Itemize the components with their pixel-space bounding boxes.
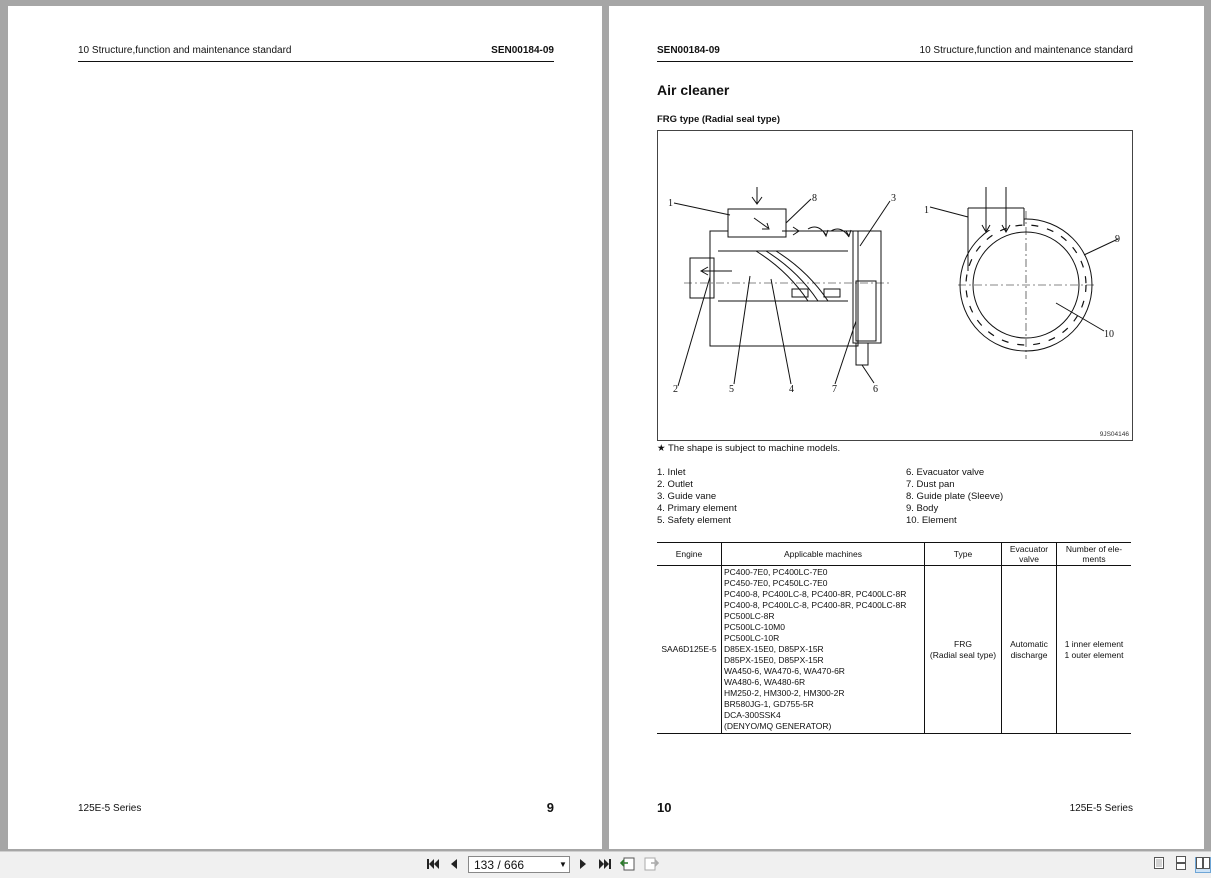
type-cell	[925, 566, 1002, 734]
left-page	[8, 6, 602, 849]
right-page	[609, 6, 1204, 849]
machines-cell	[722, 566, 925, 734]
dust-pan-shape	[853, 231, 881, 343]
machine-line: D85EX-15E0, D85PX-15R	[724, 644, 824, 654]
previous-view-icon	[620, 857, 636, 874]
last-page-button[interactable]	[597, 857, 613, 873]
machine-line: BR580JG-1, GD755-5R	[724, 699, 814, 709]
prev-page-icon	[449, 858, 459, 873]
machine-line: PC500LC-10M0	[724, 622, 785, 632]
figure-id: 9JS04146	[1099, 431, 1129, 438]
page-number-input[interactable]	[468, 856, 570, 873]
machine-line: WA480-6, WA480-6R	[724, 677, 806, 687]
first-page-icon	[426, 858, 440, 873]
part-item: 6. Evacuator valve	[906, 467, 985, 478]
callout-9: 9	[1115, 234, 1120, 245]
part-item: 9. Body	[906, 503, 939, 514]
left-header-rule	[78, 61, 554, 62]
part-item: 4. Primary element	[657, 503, 737, 514]
diagram-drawing	[658, 131, 1134, 442]
evacuator-cell	[1002, 566, 1057, 734]
right-page-number: 10	[657, 800, 672, 815]
continuous-page-icon	[1175, 856, 1187, 875]
table-row	[657, 566, 1131, 734]
callout-5: 5	[729, 384, 734, 395]
previous-view-button[interactable]	[620, 857, 636, 873]
last-page-icon	[598, 858, 612, 873]
right-header-section: 10 Structure,function and maintenance standard	[919, 45, 1133, 56]
elements-line: 1 outer element	[1064, 649, 1124, 660]
table-header-row	[657, 543, 1131, 566]
callout-10: 10	[1104, 329, 1114, 340]
parts-list-right	[906, 467, 1003, 527]
model-note: ★ The shape is subject to machine models.	[657, 443, 841, 454]
left-header-doc-id: SEN00184-09	[491, 45, 554, 56]
page-title: Air cleaner	[657, 82, 730, 98]
machine-line: PC500LC-10R	[724, 633, 780, 643]
machine-line: D85PX-15E0, D85PX-15R	[724, 655, 824, 665]
page-indicator-text: 133 / 666	[474, 857, 525, 872]
elements-cell	[1057, 566, 1132, 734]
evacuator-line: discharge	[1010, 649, 1048, 660]
callout-3: 3	[891, 193, 896, 204]
callout-1-front: 1	[924, 205, 929, 216]
part-item: 10. Element	[906, 515, 957, 526]
callout-1-side: 1	[668, 198, 673, 209]
engine-cell: SAA6D125E-5	[657, 566, 722, 734]
callout-2: 2	[673, 384, 678, 395]
single-page-icon	[1153, 856, 1165, 875]
col-evacuator: Evacuator valve	[1002, 543, 1057, 566]
col-machines: Applicable machines	[722, 543, 925, 566]
right-footer-series: 125E-5 Series	[1069, 803, 1133, 814]
chevron-down-icon[interactable]: ▼	[559, 860, 567, 869]
inlet-shape	[728, 209, 786, 237]
air-cleaner-diagram	[657, 130, 1133, 441]
prev-page-button[interactable]	[447, 857, 461, 873]
type-line: FRG	[954, 638, 972, 649]
machine-line: PC450-7E0, PC450LC-7E0	[724, 578, 828, 588]
elements-line: 1 inner element	[1064, 638, 1124, 649]
next-view-button[interactable]	[643, 857, 659, 873]
part-item: 2. Outlet	[657, 479, 693, 490]
machine-line: PC400-7E0, PC400LC-7E0	[724, 567, 828, 577]
machine-line: PC400-8, PC400LC-8, PC400-8R, PC400LC-8R	[724, 600, 907, 610]
callout-7: 7	[832, 384, 837, 395]
part-item: 3. Guide vane	[657, 491, 717, 502]
next-page-icon	[578, 858, 588, 873]
part-item: 5. Safety element	[657, 515, 731, 526]
right-header-rule	[657, 61, 1133, 62]
left-page-number: 9	[546, 800, 554, 815]
first-page-button[interactable]	[425, 857, 441, 873]
evacuator-line: Automatic	[1010, 638, 1048, 649]
two-page-icon	[1196, 856, 1210, 875]
two-page-view-button[interactable]	[1195, 857, 1211, 873]
type-line: (Radial seal type)	[929, 649, 997, 660]
machine-line: PC400-8, PC400LC-8, PC400-8R, PC400LC-8R	[724, 589, 907, 599]
callout-4: 4	[789, 384, 794, 395]
figure-subtitle: FRG type (Radial seal type)	[657, 114, 781, 125]
machine-line: HM250-2, HM300-2, HM300-2R	[724, 688, 845, 698]
col-engine: Engine	[657, 543, 722, 566]
parts-list-left	[657, 467, 737, 527]
viewer-toolbar	[0, 851, 1211, 878]
machine-line: WA450-6, WA470-6, WA470-6R	[724, 666, 845, 676]
left-header-section: 10 Structure,function and maintenance standard	[78, 45, 292, 56]
dust-pan-inner	[856, 281, 876, 341]
col-type: Type	[925, 543, 1002, 566]
next-view-icon	[643, 857, 659, 874]
machine-line: DCA-300SSK4	[724, 710, 781, 720]
continuous-view-button[interactable]	[1173, 857, 1189, 873]
callout-8: 8	[812, 193, 817, 204]
spec-table	[657, 542, 1131, 734]
part-item: 1. Inlet	[657, 467, 686, 478]
part-item: 8. Guide plate (Sleeve)	[906, 491, 1004, 502]
callout-6: 6	[873, 384, 878, 395]
single-page-view-button[interactable]	[1151, 857, 1167, 873]
col-elements: Number of ele-ments	[1057, 543, 1132, 566]
right-header-doc-id: SEN00184-09	[657, 45, 720, 56]
machine-line: (DENYO/MQ GENERATOR)	[724, 721, 832, 731]
part-item: 7. Dust pan	[906, 479, 955, 490]
next-page-button[interactable]	[576, 857, 590, 873]
machine-line: PC500LC-8R	[724, 611, 775, 621]
left-footer-series: 125E-5 Series	[78, 803, 142, 814]
